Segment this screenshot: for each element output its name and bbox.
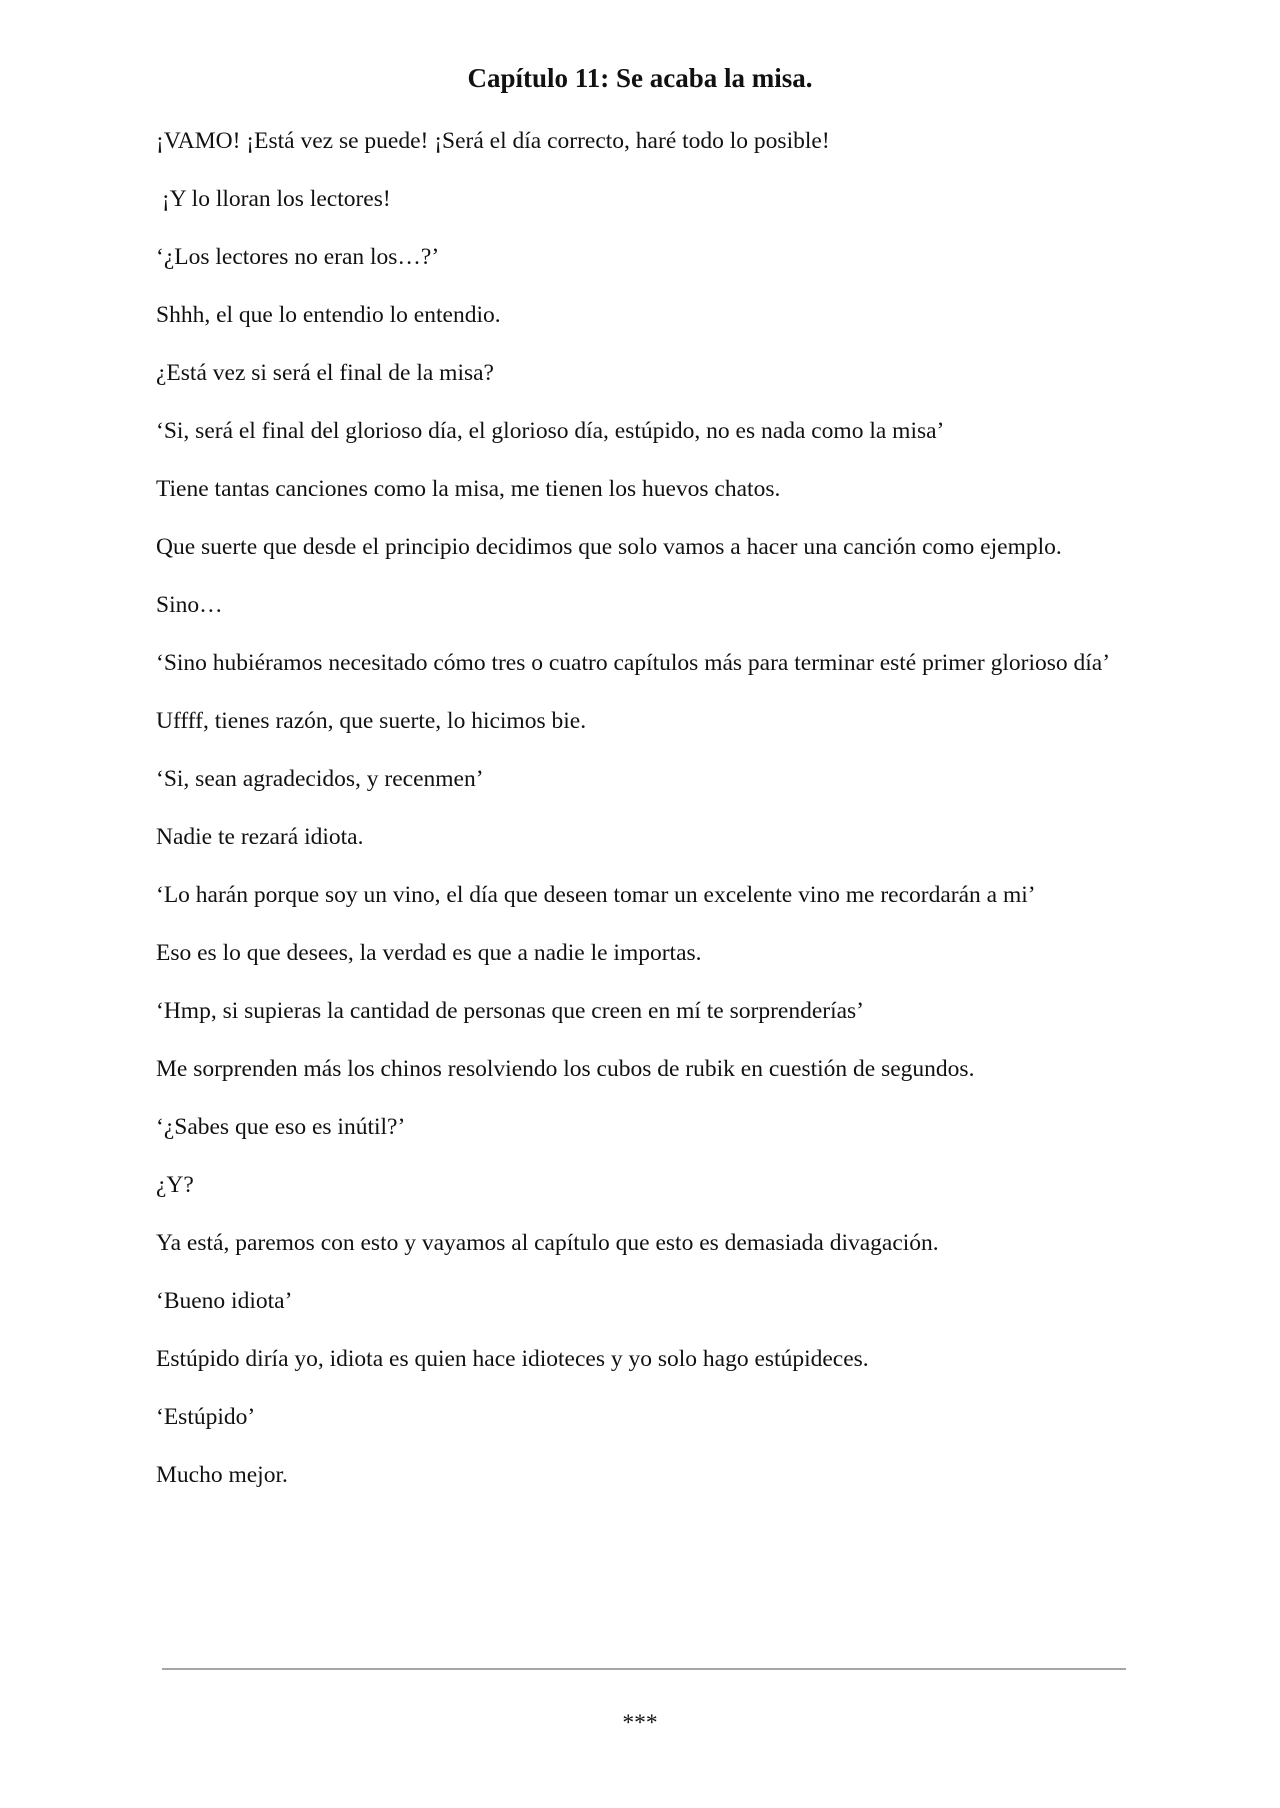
- paragraph: ‘Lo harán porque soy un vino, el día que deseen tomar un excelente vino me recordarán a mi’: [156, 882, 1036, 908]
- paragraph: Me sorprenden más los chinos resolviendo los cubos de rubik en cuestión de segundos.: [156, 1056, 975, 1082]
- paragraph: ¡Y lo lloran los lectores!: [156, 186, 391, 212]
- horizontal-divider: [162, 1668, 1126, 1670]
- paragraph: ‘¿Los lectores no eran los…?’: [156, 244, 440, 270]
- paragraph: Nadie te rezará idiota.: [156, 824, 364, 850]
- paragraph: ‘Si, sean agradecidos, y recenmen’: [156, 766, 484, 792]
- paragraph: Estúpido diría yo, idiota es quien hace idioteces y yo solo hago estúpideces.: [156, 1346, 869, 1372]
- chapter-title: Capítulo 11: Se acaba la misa.: [467, 63, 813, 93]
- paragraph: ‘Bueno idiota’: [156, 1288, 293, 1314]
- paragraph: ‘Sino hubiéramos necesitado cómo tres o cuatro capítulos más para terminar esté primer glorioso día’: [156, 650, 1111, 676]
- paragraph: ¿Y?: [156, 1172, 194, 1198]
- paragraph: Ya está, paremos con esto y vayamos al capítulo que esto es demasiada divagación.: [156, 1230, 939, 1256]
- paragraph: ‘Estúpido’: [156, 1404, 256, 1430]
- paragraph: ‘Hmp, si supieras la cantidad de personas que creen en mí te sorprenderías’: [156, 998, 865, 1024]
- paragraph: ‘Si, será el final del glorioso día, el glorioso día, estúpido, no es nada como la misa’: [156, 418, 945, 444]
- paragraph: ‘¿Sabes que eso es inútil?’: [156, 1114, 406, 1140]
- paragraph: ¡VAMO! ¡Está vez se puede! ¡Será el día correcto, haré todo lo posible!: [156, 128, 830, 154]
- paragraph: Que suerte que desde el principio decidimos que solo vamos a hacer una canción como ejemplo.: [156, 534, 1062, 560]
- paragraph: Eso es lo que desees, la verdad es que a nadie le importas.: [156, 940, 702, 966]
- paragraph: ¿Está vez si será el final de la misa?: [156, 360, 494, 386]
- chapter-body: [156, 124, 1136, 1516]
- paragraph: Mucho mejor.: [156, 1462, 288, 1488]
- paragraph: Shhh, el que lo entendio lo entendio.: [156, 302, 501, 328]
- section-separator: ***: [622, 1710, 658, 1736]
- paragraph: Sino…: [156, 592, 223, 618]
- paragraph: Tiene tantas canciones como la misa, me tienen los huevos chatos.: [156, 476, 781, 502]
- paragraph: Uffff, tienes razón, que suerte, lo hicimos bie.: [156, 708, 587, 734]
